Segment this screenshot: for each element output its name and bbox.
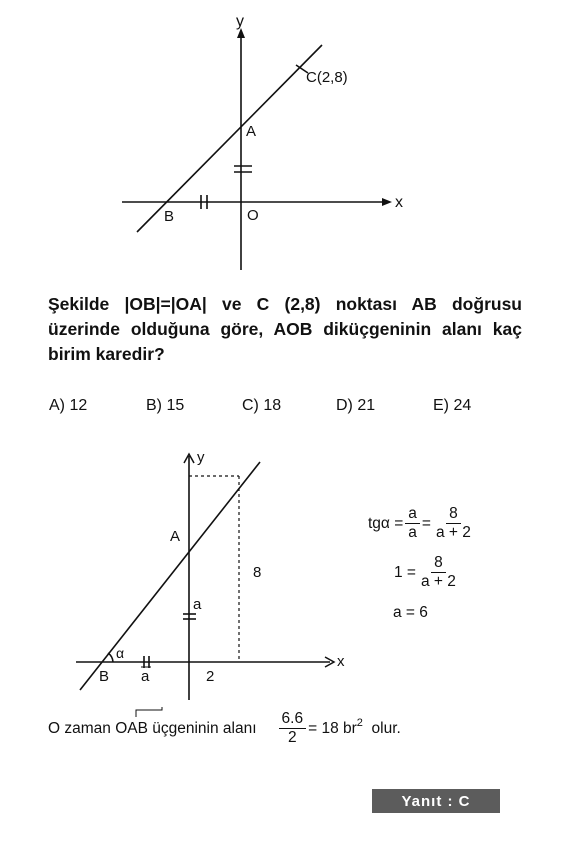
triangle-mark [130, 707, 170, 719]
point-b-label-2: B [99, 668, 110, 685]
alpha-arc [108, 653, 113, 662]
answer-badge: Yanıt : C [372, 789, 500, 813]
y-label-2: y [197, 449, 205, 466]
formula-line-3: a = 6 [393, 604, 428, 621]
choice-a[interactable]: A) 12 [49, 397, 88, 414]
frac-1-den: a [408, 524, 417, 541]
choice-d[interactable]: D) 21 [336, 397, 376, 414]
point-a-label-1: A [246, 123, 257, 140]
alpha-label: α [116, 645, 125, 661]
line-ab-1 [137, 45, 322, 232]
area-frac-den: 2 [288, 729, 297, 746]
triangle-oab: OAB [115, 719, 148, 737]
frac-3-num: 8 [431, 554, 446, 573]
line-ab-2 [80, 462, 260, 690]
seg-8: 8 [253, 564, 262, 581]
point-a-label-2: A [170, 528, 181, 545]
frac-2-num: 8 [446, 505, 461, 524]
formula-1-lhs: tgα = [368, 514, 404, 532]
conclusion-suffix: olur. [371, 719, 401, 737]
y-label-1: y [236, 13, 244, 30]
area-frac-num: 6.6 [279, 710, 307, 729]
figure-1 [0, 0, 583, 285]
frac-1-num: a [405, 505, 420, 524]
point-b-label-1: B [164, 208, 175, 225]
frac-2-den: a + 2 [435, 524, 471, 541]
formula-2-frac [418, 554, 459, 591]
choice-e[interactable]: E) 24 [433, 397, 472, 414]
x-arrow-1 [382, 198, 392, 206]
point-c-label: C(2,8) [306, 69, 348, 86]
seg-2: 2 [206, 668, 215, 685]
area-result: = 18 br [308, 719, 357, 737]
x-label-1: x [395, 194, 403, 211]
choice-c[interactable]: C) 18 [242, 397, 282, 414]
formula-1-frac-1 [405, 505, 420, 542]
x-label-2: x [337, 653, 345, 670]
frac-3-den: a + 2 [420, 573, 456, 590]
origin-label-1: O [247, 207, 259, 224]
conclusion [48, 710, 401, 747]
formula-line-2 [394, 554, 461, 591]
formula-1-frac-2 [433, 505, 474, 542]
question-text: Şekilde |OB|=|OA| ve C (2,8) noktası AB doğrusu üzerinde olduğuna göre, AOB diküçgeninin alanı kaç birim karedir? [48, 294, 522, 364]
choice-b[interactable]: B) 15 [146, 397, 185, 414]
formula-1-eq: = [421, 514, 431, 532]
formula-2-lhs: 1 = [394, 563, 416, 581]
figure-2 [0, 440, 583, 700]
conclusion-middle: üçgeninin alanı [152, 719, 257, 737]
seg-a-vertical: a [193, 596, 202, 613]
formula-line-1 [368, 505, 476, 542]
area-frac [279, 710, 307, 747]
conclusion-prefix: O zaman [48, 719, 111, 737]
seg-a-horizontal: a [141, 668, 150, 685]
area-exp: 2 [356, 716, 363, 729]
